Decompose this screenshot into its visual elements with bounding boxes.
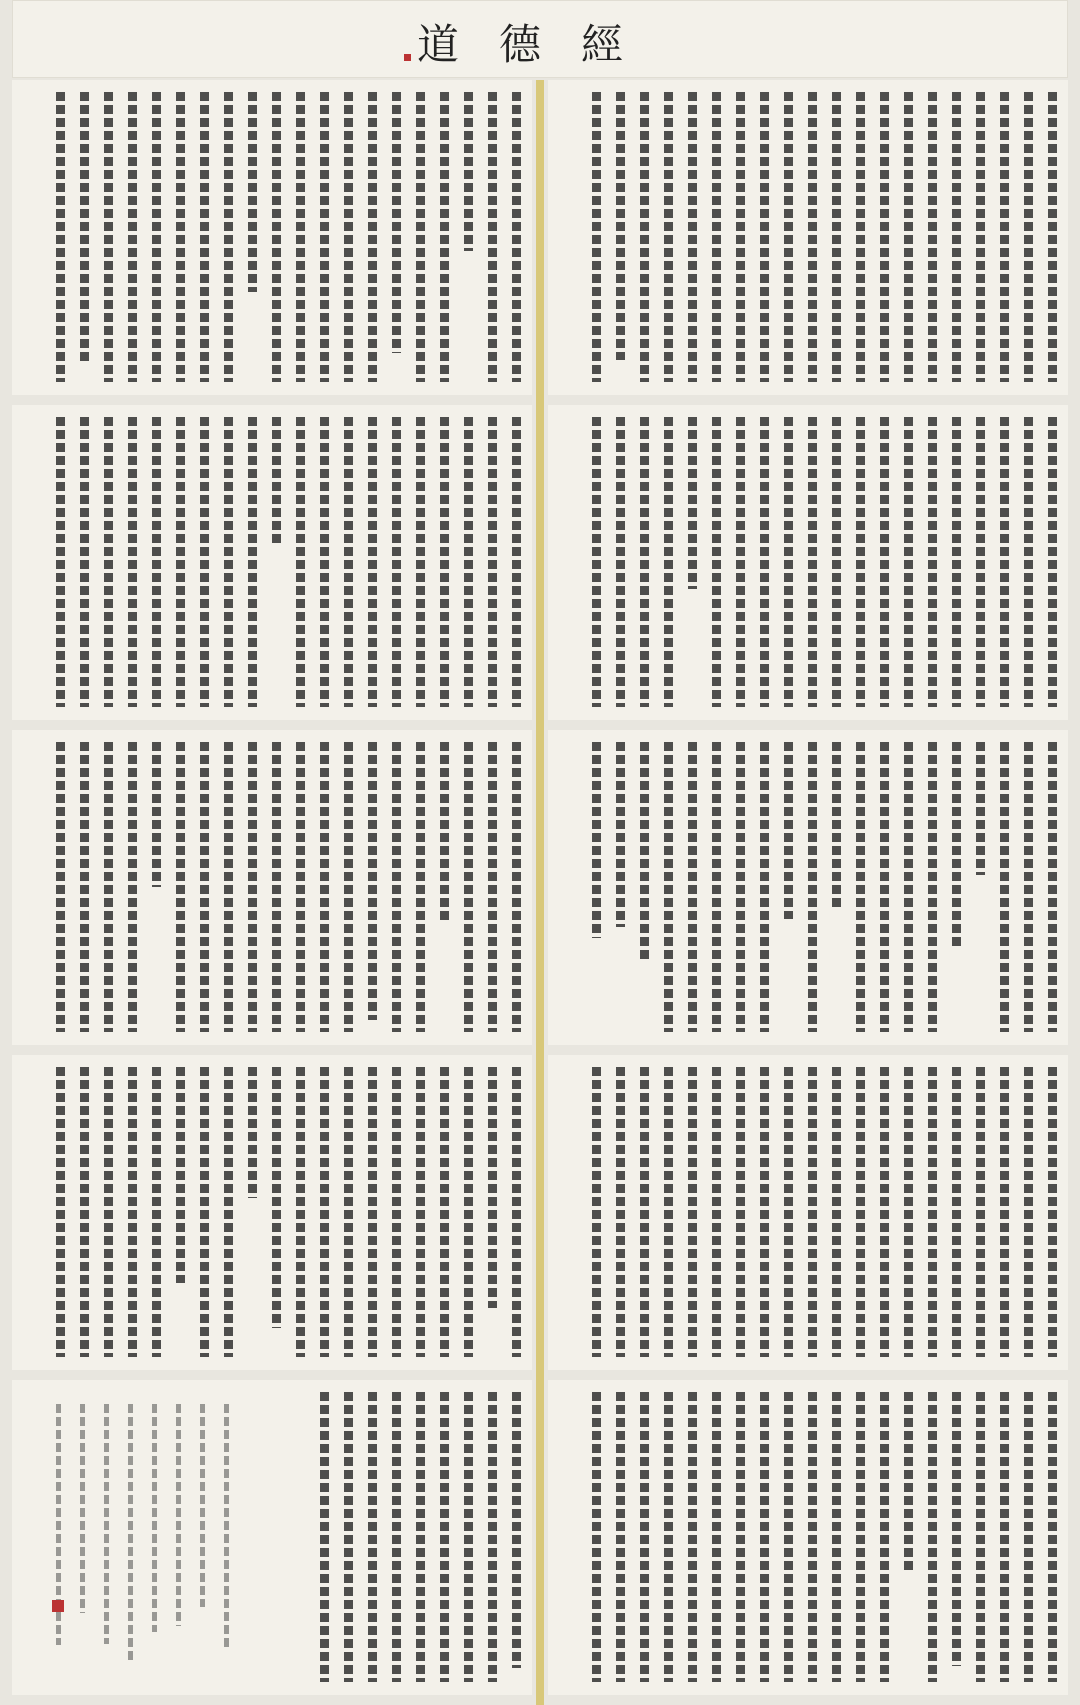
script-column [952,417,961,707]
script-column [176,417,185,707]
script-column [344,1392,353,1682]
script-column [440,1392,449,1682]
script-column [248,417,257,707]
script-column [1024,1067,1033,1357]
script-column [224,1067,233,1357]
script-column [856,1392,865,1682]
script-column [640,742,649,962]
script-column [592,742,601,938]
script-column [976,742,985,875]
script-column [512,417,521,707]
script-column [712,417,721,707]
script-column [904,1392,913,1574]
script-column [392,742,401,1032]
script-column [856,742,865,1032]
script-column [880,1392,889,1682]
script-column [512,92,521,382]
script-column [488,742,497,1032]
script-column [368,742,377,1020]
script-column [688,92,697,382]
script-column [784,1067,793,1357]
script-column [616,742,625,927]
script-column [1048,1392,1057,1682]
script-column [928,92,937,382]
script-column [760,417,769,707]
colophon-column [128,1404,133,1663]
script-column [224,742,233,1032]
script-column [416,417,425,707]
script-column [640,92,649,382]
script-column [200,417,209,707]
script-column [904,742,913,1032]
script-column [392,1392,401,1682]
script-column [224,417,233,707]
script-column [176,742,185,1032]
script-column [344,742,353,1032]
script-column [880,92,889,382]
script-column [176,92,185,382]
script-column [56,1067,65,1357]
script-column [320,92,329,382]
script-column [784,417,793,707]
script-column [368,92,377,382]
script-column [592,1392,601,1682]
script-column [976,1392,985,1682]
script-column [464,1067,473,1357]
script-column [80,92,89,362]
script-column [760,742,769,1032]
panel-5-left [12,1380,532,1695]
script-column [104,417,113,707]
script-column [808,417,817,707]
script-column [512,742,521,1032]
colophon-column [152,1404,157,1632]
colophon-seal-icon [52,1600,64,1612]
script-column [416,1067,425,1357]
script-column [248,1067,257,1198]
script-column [952,742,961,948]
script-column [688,417,697,589]
script-column [664,742,673,1032]
script-column [784,92,793,382]
script-column [296,92,305,382]
script-column [736,417,745,707]
script-column [928,1392,937,1682]
script-column [272,92,281,382]
script-column [880,417,889,707]
script-column [488,92,497,382]
script-column [200,92,209,382]
script-column [152,1067,161,1357]
script-column [1048,742,1057,1032]
script-column [440,92,449,382]
script-column [1024,742,1033,1032]
title-signature [404,22,412,58]
script-column [224,92,233,382]
script-column [832,417,841,707]
colophon-column [224,1404,229,1647]
script-column [640,1067,649,1357]
script-column [272,1067,281,1328]
script-column [952,92,961,382]
script-column [712,742,721,1032]
script-column [928,742,937,1032]
script-column [296,742,305,1032]
script-column [832,1067,841,1357]
script-column [688,1067,697,1357]
script-column [1000,742,1009,1032]
script-column [856,1067,865,1357]
script-column [880,1067,889,1357]
script-column [104,742,113,1032]
script-column [320,1392,329,1682]
script-column [784,742,793,919]
script-column [1048,92,1057,382]
script-column [808,1392,817,1682]
script-column [976,92,985,382]
script-column [616,1392,625,1682]
script-column [832,92,841,382]
script-column [272,742,281,1032]
script-column [736,742,745,1032]
script-column [808,742,817,1032]
script-column [128,92,137,382]
script-column [128,1067,137,1357]
script-column [104,1067,113,1357]
script-column [416,1392,425,1682]
script-column [976,417,985,707]
script-column [56,742,65,1032]
script-column [592,1067,601,1357]
script-column [832,742,841,907]
script-column [272,417,281,545]
script-column [344,1067,353,1357]
script-column [664,92,673,382]
script-column [488,1067,497,1308]
script-column [904,417,913,707]
script-column [152,92,161,382]
script-column [152,417,161,707]
script-column [736,1392,745,1682]
script-column [368,1392,377,1682]
script-column [856,92,865,382]
script-column [952,1392,961,1666]
script-column [760,1392,769,1682]
script-column [928,417,937,707]
script-column [808,92,817,382]
script-column [104,92,113,382]
script-column [440,742,449,920]
script-column [416,92,425,382]
script-column [368,417,377,707]
script-column [488,417,497,707]
script-column [248,92,257,292]
script-column [80,742,89,1032]
colophon-column [80,1404,85,1613]
script-column [976,1067,985,1357]
script-column [664,1392,673,1682]
script-column [56,417,65,707]
script-column [1048,417,1057,707]
script-column [128,417,137,707]
script-column [344,417,353,707]
script-column [416,742,425,1032]
colophon-column [176,1404,181,1626]
script-column [808,1067,817,1357]
script-column [1024,92,1033,382]
script-column [152,742,161,887]
script-column [464,417,473,707]
script-column [712,1067,721,1357]
script-column [688,742,697,1032]
script-column [392,417,401,707]
script-column [80,417,89,707]
script-column [1024,1392,1033,1682]
script-column [1000,92,1009,382]
script-column [128,742,137,1032]
script-column [712,1392,721,1682]
script-column [640,1392,649,1682]
script-column [616,417,625,707]
script-column [464,92,473,251]
script-column [1000,1067,1009,1357]
script-column [856,417,865,707]
script-column [592,92,601,382]
script-column [392,1067,401,1357]
script-column [904,1067,913,1357]
script-column [512,1392,521,1668]
script-column [512,1067,521,1357]
script-column [616,1067,625,1357]
script-column [56,92,65,382]
script-column [616,92,625,360]
colophon-column [104,1404,109,1644]
script-column [640,417,649,707]
script-column [592,417,601,707]
script-column [200,1067,209,1357]
script-column [488,1392,497,1682]
script-column [200,742,209,1032]
script-column [320,1067,329,1357]
script-column [176,1067,185,1283]
script-column [688,1392,697,1682]
script-column [440,1067,449,1357]
script-column [392,92,401,353]
script-column [736,1067,745,1357]
script-column [464,1392,473,1682]
script-column [1000,1392,1009,1682]
script-column [1024,417,1033,707]
title-band [12,0,1068,78]
script-column [664,1067,673,1357]
script-column [464,742,473,1032]
script-column [1000,417,1009,707]
script-column [296,1067,305,1357]
script-column [664,417,673,707]
script-column [344,92,353,382]
script-column [880,742,889,1032]
script-column [928,1067,937,1357]
script-column [904,92,913,382]
script-column [296,417,305,707]
script-column [320,742,329,1032]
center-spine [536,80,544,1705]
script-column [368,1067,377,1357]
script-column [760,92,769,382]
script-column [760,1067,769,1357]
script-column [952,1067,961,1357]
title-seal-icon [404,54,411,61]
script-column [248,742,257,1032]
script-column [440,417,449,707]
script-column [80,1067,89,1357]
script-column [832,1392,841,1682]
script-column [320,417,329,707]
script-column [1048,1067,1057,1357]
script-column [736,92,745,382]
script-column [784,1392,793,1682]
script-column [712,92,721,382]
colophon-column [200,1404,205,1607]
scroll-title: 道德經 [416,20,663,69]
